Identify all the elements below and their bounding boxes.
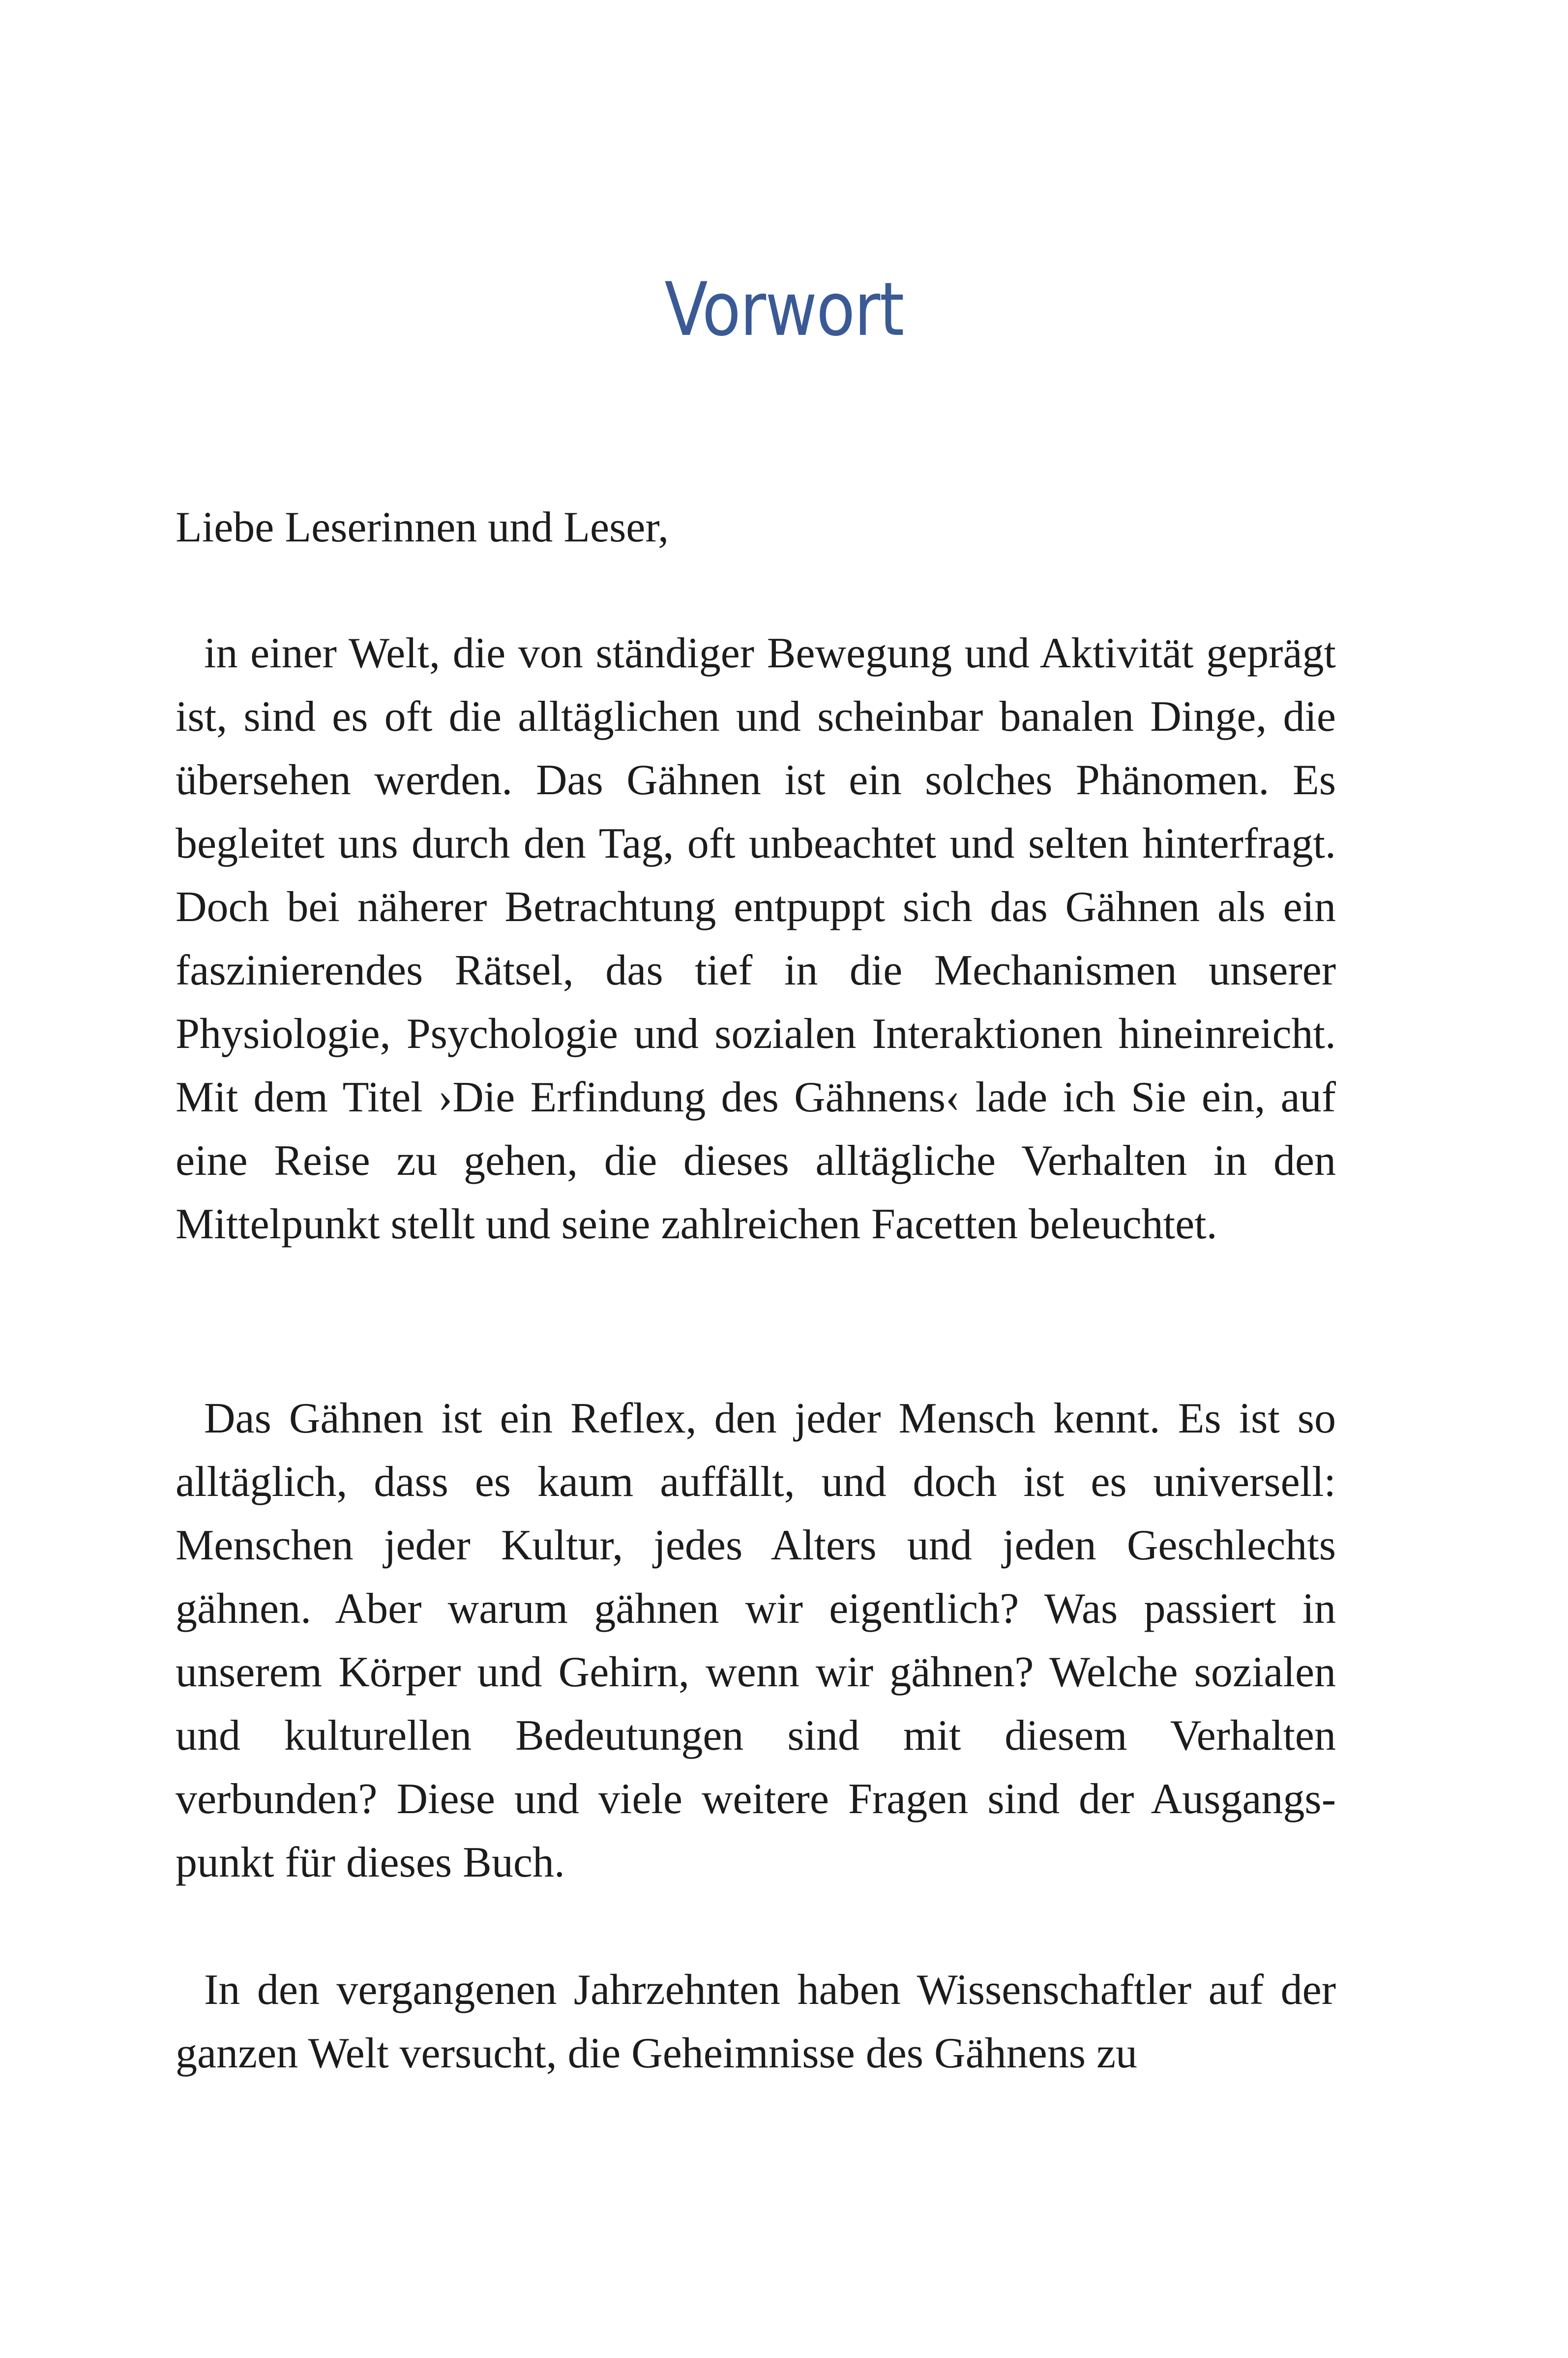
paragraph-2: Das Gähnen ist ein Reflex, den jeder Mensch kennt. Es ist so alltäglich, dass es kaum auffällt, und doch ist es universell: Menschen jeder Kultur, jedes Alters und jeden Geschlechts gähnen. Aber warum gähnen wir eigentlich? Was passiert in unserem Körper und Gehirn, wenn wir gähnen? Welche sozialen und kulturellen Bedeutungen sind mit diesem Verhalten verbunden? Diese und viele weitere Fragen sind der Ausgangspunkt für dieses Buch. <box>176 1395 1336 1886</box>
salutation: Liebe Leserinnen und Leser, <box>176 504 669 551</box>
paragraph-1: in einer Welt, die von ständiger Bewegung und Aktivität geprägt ist, sind es oft die alltäglichen und scheinbar banalen Dinge, die übersehen werden. Das Gähnen ist ein solches Phänomen. Es begleitet uns durch den Tag, oft unbeachtet und selten hinterfragt. Doch bei näherer Betrachtung entpuppt sich das Gähnen als ein faszinierendes Rätsel, das tief in die Mechanismen unserer Physiologie, Psychologie und sozialen Interaktionen hineinreicht. Mit dem Titel ›Die Erfindung des Gähnens‹ lade ich Sie ein, auf eine Reise zu gehen, die dieses alltägliche Verhalten in den Mittelpunkt stellt und seine zahlreichen Facetten beleuchtet. <box>176 629 1336 1248</box>
paragraph-3: In den vergangenen Jahrzehnten haben Wissenschaftler auf der ganzen Welt versucht, die Geheimnisse des Gähnens zu <box>176 1966 1336 2077</box>
chapter-title: Vorwort <box>664 267 904 353</box>
